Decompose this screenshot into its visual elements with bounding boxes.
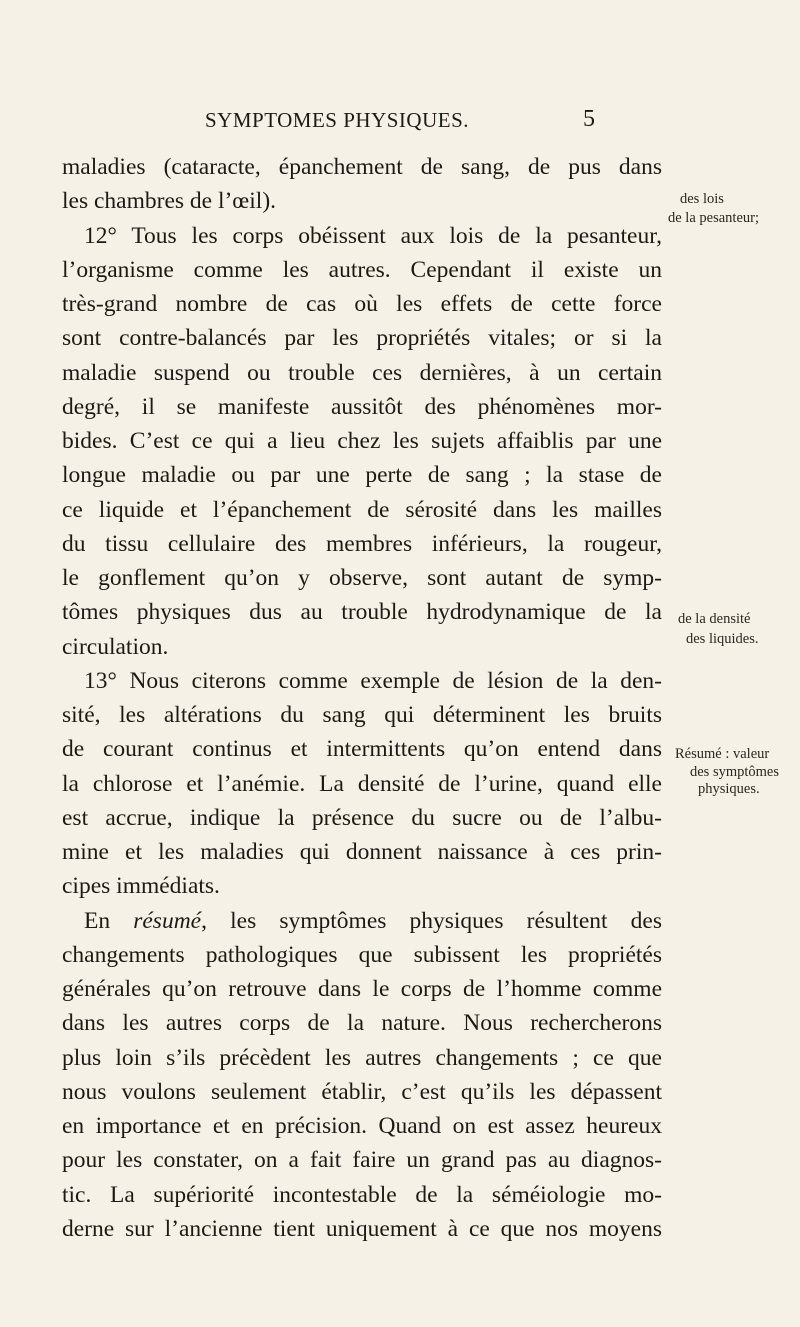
- resume-italic: résumé: [133, 907, 202, 934]
- text-line: changements pathologiques que subissent les propriétés: [62, 941, 662, 968]
- text-line: 12° Tous les corps obéissent aux lois de la pesanteur,: [84, 222, 662, 249]
- margin-note-resume: Résumé : valeur: [675, 746, 770, 762]
- body-text: [62, 150, 662, 1246]
- margin-note-resume: des symptômes: [690, 764, 780, 780]
- text-line: maladie suspend ou trouble ces dernières, à un certain: [62, 359, 662, 386]
- text-line: les chambres de l’œil).: [62, 188, 277, 215]
- text-line: très-grand nombre de cas où les effets de cette force: [62, 291, 662, 317]
- text-line: derne sur l’ancienne tient uniquement à ce que nos moyens: [62, 1215, 662, 1242]
- text-line: du tissu cellulaire des membres inférieurs, la rougeur,: [62, 530, 662, 557]
- text-line: tic. La supériorité incontestable de la séméiologie mo-: [62, 1181, 662, 1208]
- text-line: longue maladie ou par une perte de sang ; la stase de: [62, 462, 662, 489]
- text-line: maladies (cataracte, épanchement de sang, de pus dans: [62, 154, 662, 180]
- margin-note-densite: de la densité: [678, 611, 751, 627]
- text-line: plus loin s’ils précèdent les autres changements ; ce que: [62, 1044, 662, 1071]
- text-line: est accrue, indique la présence du sucre ou de l’albu-: [62, 804, 662, 831]
- resume-rest: les symptômes physiques résultent des: [230, 907, 662, 934]
- text-line: le gonflement qu’on y observe, sont autant de symp-: [62, 565, 662, 591]
- text-line: degré, il se manifeste aussitôt des phénomènes mor-: [62, 393, 662, 420]
- margin-note-pesanteur: des lois: [680, 191, 724, 207]
- resume-comma: ,: [201, 907, 231, 934]
- text-line: ce liquide et l’épanchement de sérosité dans les mailles: [62, 496, 662, 523]
- running-head: SYMPTOMES PHYSIQUES.: [205, 108, 470, 132]
- margin-note-resume: physiques.: [698, 781, 760, 797]
- text-line-resume: [62, 904, 662, 938]
- text-line: la chlorose et l’anémie. La densité de l’urine, quand elle: [62, 770, 662, 797]
- text-line: l’organisme comme les autres. Cependant il existe un: [62, 256, 662, 283]
- text-line: en importance et en précision. Quand on est assez heureux: [62, 1113, 662, 1139]
- text-line: pour les constater, on a fait faire un grand pas au diagnos-: [62, 1147, 662, 1174]
- text-line: sont contre-balancés par les propriétés vitales; or si la: [62, 325, 662, 352]
- resume-prefix: En: [84, 907, 134, 934]
- text-line: bides. C’est ce qui a lieu chez les sujets affaiblis par une: [62, 428, 662, 454]
- text-line: tômes physiques dus au trouble hydrodynamique de la: [62, 599, 662, 626]
- text-line: de courant continus et intermittents qu’on entend dans: [62, 736, 662, 763]
- page-number: 5: [583, 106, 595, 132]
- text-line: circulation.: [62, 633, 169, 660]
- margin-note-densite: des liquides.: [686, 631, 759, 647]
- text-line: 13° Nous citerons comme exemple de lésion de la den-: [84, 667, 662, 694]
- text-line: dans les autres corps de la nature. Nous rechercherons: [62, 1010, 662, 1037]
- text-line: cipes immédiats.: [62, 873, 220, 900]
- text-line: nous voulons seulement établir, c’est qu’ils les dépassent: [62, 1078, 662, 1105]
- text-line: générales qu’on retrouve dans le corps de l’homme comme: [62, 976, 662, 1002]
- text-line: mine et les maladies qui donnent naissance à ces prin-: [62, 839, 662, 865]
- margin-note-pesanteur: de la pesanteur;: [668, 210, 759, 226]
- text-line: sité, les altérations du sang qui déterminent les bruits: [62, 702, 662, 728]
